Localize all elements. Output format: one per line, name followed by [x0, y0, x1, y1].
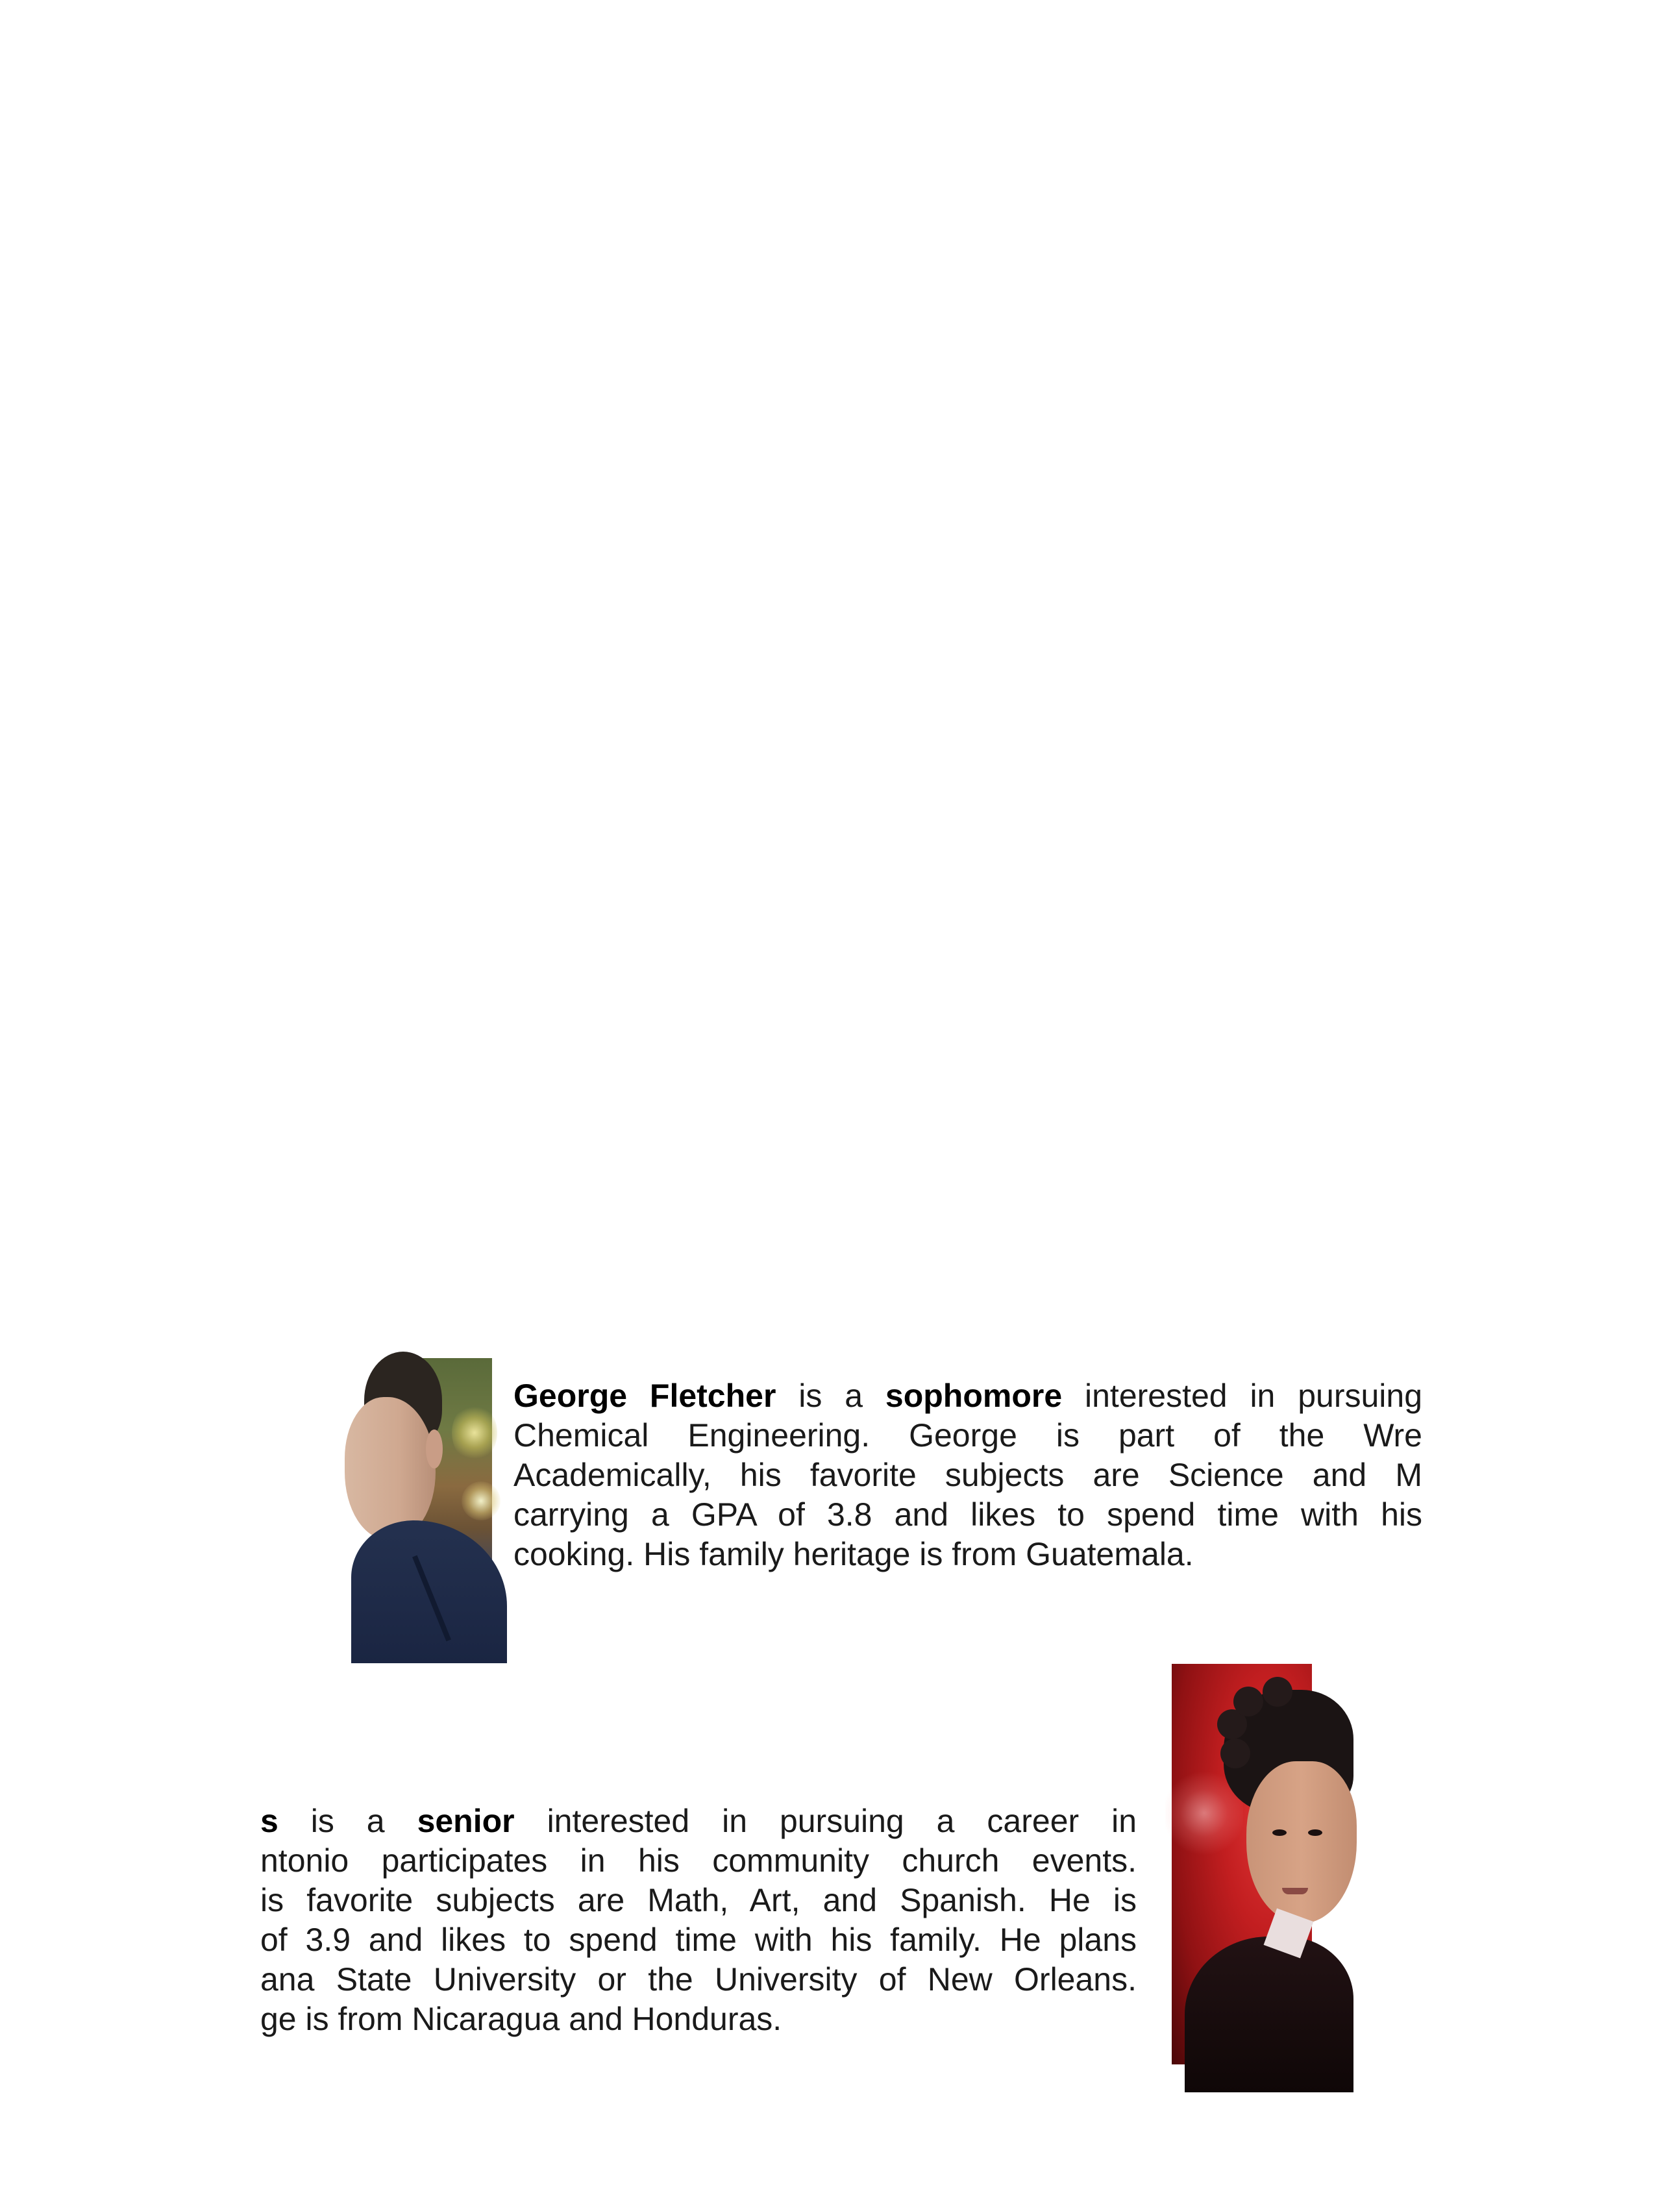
student-grade: sophomore	[885, 1378, 1063, 1414]
photo-hair-curl	[1220, 1739, 1250, 1768]
bio-line	[260, 1801, 1137, 1841]
photo-background-light	[462, 1481, 500, 1520]
bio-line: ana State University or the University of New Orleans.	[260, 1961, 1137, 1998]
bio-text: is a	[278, 1803, 417, 1839]
bio-line: Chemical Engineering. George is part of the Wre	[513, 1417, 1422, 1454]
student-grade: senior	[417, 1803, 515, 1839]
bio-line: ntonio participates in his community church events.	[260, 1842, 1137, 1879]
photo-ear	[426, 1430, 443, 1468]
student-name: s	[260, 1803, 278, 1839]
photo-eye	[1272, 1829, 1287, 1836]
bio-line	[513, 1376, 1422, 1416]
bio-antonio	[260, 1801, 1137, 2039]
bio-line: cooking. His family heritage is from Guatemala.	[513, 1536, 1194, 1572]
bio-line: of 3.9 and likes to spend time with his family. He plans	[260, 1922, 1137, 1958]
bio-george	[513, 1376, 1422, 1574]
bio-line: carrying a GPA of 3.8 and likes to spend time with his	[513, 1496, 1422, 1533]
bio-text: is a	[776, 1378, 885, 1414]
student-photo-george	[390, 1358, 492, 1642]
photo-mouth	[1282, 1888, 1308, 1894]
photo-suit	[1185, 1937, 1353, 2092]
student-name: George Fletcher	[513, 1378, 776, 1414]
photo-background-light	[452, 1404, 497, 1462]
bio-line: Academically, his favorite subjects are Science and M	[513, 1457, 1422, 1493]
bio-text: interested in pursuing	[1062, 1378, 1423, 1414]
bio-text: interested in pursuing a career in	[514, 1803, 1137, 1839]
photo-hair-curl	[1233, 1687, 1263, 1716]
photo-face	[1246, 1761, 1357, 1924]
photo-eye	[1308, 1829, 1322, 1836]
bio-line: ge is from Nicaragua and Honduras.	[260, 2001, 782, 2037]
document-viewport	[260, 1350, 1423, 2077]
student-photo-antonio	[1172, 1664, 1312, 2064]
bio-line: is favorite subjects are Math, Art, and Spanish. He is	[260, 1882, 1137, 1918]
photo-hair-curl	[1263, 1677, 1292, 1707]
